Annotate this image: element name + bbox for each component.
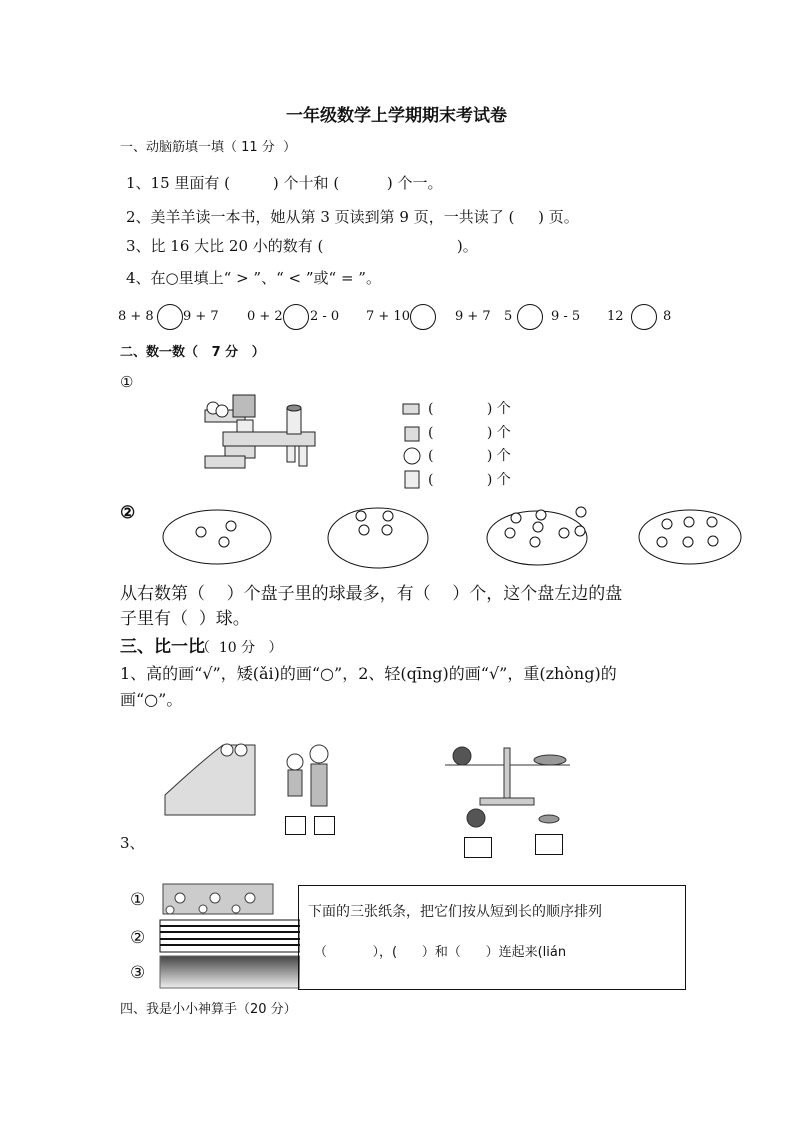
strip-2 — [160, 920, 300, 952]
plates-question-line1: 从右数第（ ）个盘子里的球最多，有（ ）个，这个盘左边的盘 — [120, 584, 623, 604]
question-3: 3、比 16 大比 20 小的数有 ( )。 — [126, 237, 478, 255]
answer-circle[interactable] — [157, 304, 183, 330]
answer-circle[interactable] — [631, 304, 657, 330]
question-3-label: 3、 — [120, 834, 145, 852]
answer-box[interactable] — [314, 816, 335, 835]
answer-box[interactable] — [535, 834, 563, 855]
strip-3 — [160, 956, 300, 988]
strip-marker: ③ — [130, 963, 146, 983]
strip-1 — [163, 884, 273, 914]
plate — [487, 511, 587, 565]
ordering-question-box — [298, 885, 686, 990]
expr-right: 9 + 7 — [455, 309, 491, 324]
answer-circle[interactable] — [517, 304, 543, 330]
ordering-answer-line: （ ），( ）和（ ）连起来(lián — [314, 945, 567, 960]
expr-right: 8 — [663, 309, 672, 324]
part-marker: ① — [120, 373, 134, 391]
page-title: 一年级数学上学期期末考试卷 — [286, 106, 507, 126]
count-row: ( ) 个 — [428, 448, 511, 464]
section3-header: 三、比一比 — [120, 637, 205, 657]
section3-score: （ 10 分 ） — [196, 640, 283, 656]
expr-right: 9 + 7 — [183, 309, 219, 324]
slide-and-kids-picture — [163, 740, 343, 820]
part-marker: ② — [120, 503, 136, 523]
expr-left: 5 — [504, 309, 513, 324]
plate — [163, 510, 271, 564]
count-shape-icons — [402, 400, 424, 490]
expr-left: 0 + 2 — [247, 309, 283, 324]
cube-icon — [405, 427, 419, 441]
count-row: ( ) 个 — [428, 472, 511, 488]
section4-header: 四、我是小小神算手（20 分） — [120, 1002, 297, 1017]
expr-right: 9 - 5 — [551, 309, 581, 324]
expr-left: 7 + 10 — [366, 309, 410, 324]
paper-strips-picture — [158, 882, 300, 992]
answer-circle[interactable] — [410, 304, 436, 330]
ordering-instruction: 下面的三张纸条，把它们按从短到长的顺序排列 — [308, 904, 602, 920]
section1-header: 一、动脑筋填一填（ 11 分 ） — [120, 140, 297, 155]
cylinder-icon — [405, 471, 419, 488]
expr-right: 2 - 0 — [310, 309, 340, 324]
plates-picture — [150, 500, 750, 575]
answer-circle[interactable] — [283, 304, 309, 330]
plate — [328, 508, 428, 568]
cuboid-icon — [403, 404, 419, 414]
count-row: ( ) 个 — [428, 425, 511, 441]
answer-box[interactable] — [464, 837, 492, 858]
question-1: 1、15 里面有 ( ) 个十和 ( ) 个一。 — [126, 174, 443, 192]
count-row: ( ) 个 — [428, 401, 511, 417]
plates-question-line2: 子里有（ ）球。 — [120, 609, 250, 629]
strip-marker: ① — [130, 890, 146, 910]
sphere-icon — [404, 448, 420, 464]
question-2: 2、美羊羊读一本书，她从第 3 页读到第 9 页，一共读了 ( ) 页。 — [126, 208, 579, 226]
blocks-picture — [195, 390, 325, 480]
question-4: 4、在○里填上“ > ”、“ < ”或“ = ”。 — [126, 269, 381, 287]
expr-left: 8 + 8 — [118, 309, 154, 324]
balance-scale-picture — [440, 743, 580, 833]
compare-instruction-line1: 1、高的画“√”，矮(ǎi)的画“○”，2、轻(qīng)的画“√”，重(zhòng)的 — [120, 664, 617, 683]
section2-header: 二、数一数（ 7 分 ） — [120, 345, 265, 360]
compare-instruction-line2: 画“○”。 — [120, 690, 183, 709]
answer-box[interactable] — [285, 816, 306, 835]
expr-left: 12 — [607, 309, 624, 324]
strip-marker: ② — [130, 928, 146, 948]
